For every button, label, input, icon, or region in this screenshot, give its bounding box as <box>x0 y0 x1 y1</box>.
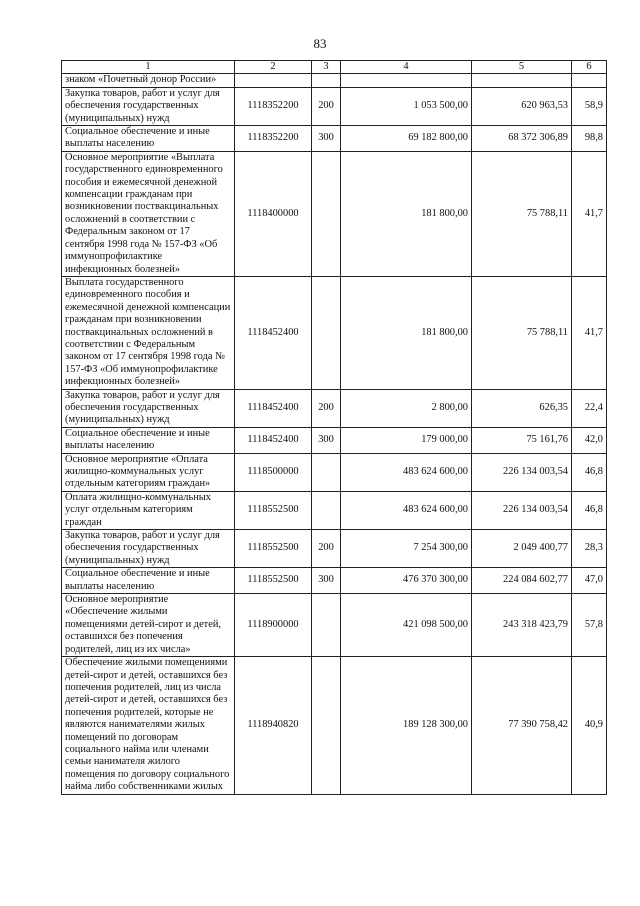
cell-planned: 421 098 500,00 <box>341 594 472 657</box>
cell-name: Закупка товаров, работ и услуг для обеспечения государственных (муниципальных) нужд <box>62 530 235 568</box>
cell-expense-type: 300 <box>312 427 341 453</box>
cell-expense-type <box>312 74 341 87</box>
cell-code: 1118352200 <box>235 87 312 125</box>
table-header-row <box>62 61 607 74</box>
budget-table <box>61 60 607 795</box>
cell-executed: 224 084 602,77 <box>472 568 572 594</box>
cell-code: 1118452400 <box>235 427 312 453</box>
cell-planned: 181 800,00 <box>341 276 472 389</box>
cell-percent <box>572 74 607 87</box>
cell-executed: 226 134 003,54 <box>472 491 572 529</box>
table-row <box>62 126 607 152</box>
header-col-3: 3 <box>312 61 341 74</box>
table-row <box>62 453 607 491</box>
cell-executed: 2 049 400,77 <box>472 530 572 568</box>
cell-planned: 483 624 600,00 <box>341 453 472 491</box>
cell-name: Социальное обеспечение и иные выплаты населению <box>62 126 235 152</box>
cell-executed: 243 318 423,79 <box>472 594 572 657</box>
cell-planned <box>341 74 472 87</box>
table-row <box>62 427 607 453</box>
cell-name: Выплата государственного единовременного пособия и ежемесячной денежной компенсации гражданам при возникновении поствакцинальных осложнений в соответствии с Федеральным законом от 17 сентября 1998 года № 157-ФЗ «Об иммунопрофилактике инфекционных болезней» <box>62 276 235 389</box>
cell-expense-type: 200 <box>312 389 341 427</box>
cell-name: Основное мероприятие «Обеспечение жилыми помещениями детей-сирот и детей, оставшихся без попечения родителей, лиц из их числа» <box>62 594 235 657</box>
cell-name: Оплата жилищно-коммунальных услуг отдельным категориям граждан <box>62 491 235 529</box>
cell-name: Закупка товаров, работ и услуг для обеспечения государственных (муниципальных) нужд <box>62 389 235 427</box>
table-row <box>62 594 607 657</box>
header-col-4: 4 <box>341 61 472 74</box>
table-row <box>62 87 607 125</box>
table-row <box>62 568 607 594</box>
header-col-5: 5 <box>472 61 572 74</box>
cell-percent: 47,0 <box>572 568 607 594</box>
cell-expense-type <box>312 657 341 794</box>
cell-name: Обеспечение жилыми помещениями детей-сирот и детей, оставшихся без попечения родителей, лиц из числа детей-сирот и детей, оставшихся без попечения родителей, которые не являются нанимателями жилых помещений по договорам социального найма или членами семьи нанимателя жилого помещения по договору социального найма либо собственниками жилых <box>62 657 235 794</box>
cell-expense-type <box>312 276 341 389</box>
header-col-6: 6 <box>572 61 607 74</box>
cell-planned: 476 370 300,00 <box>341 568 472 594</box>
cell-percent: 40,9 <box>572 657 607 794</box>
cell-name: знаком «Почетный донор России» <box>62 74 235 87</box>
cell-executed: 68 372 306,89 <box>472 126 572 152</box>
cell-percent: 28,3 <box>572 530 607 568</box>
cell-code: 1118940820 <box>235 657 312 794</box>
cell-expense-type <box>312 594 341 657</box>
cell-percent: 98,8 <box>572 126 607 152</box>
cell-planned: 1 053 500,00 <box>341 87 472 125</box>
cell-name: Закупка товаров, работ и услуг для обеспечения государственных (муниципальных) нужд <box>62 87 235 125</box>
cell-executed: 75 788,11 <box>472 276 572 389</box>
cell-expense-type <box>312 151 341 276</box>
table-row <box>62 151 607 276</box>
cell-executed: 77 390 758,42 <box>472 657 572 794</box>
cell-expense-type <box>312 491 341 529</box>
table-row <box>62 74 607 87</box>
cell-executed <box>472 74 572 87</box>
cell-percent: 41,7 <box>572 151 607 276</box>
cell-planned: 7 254 300,00 <box>341 530 472 568</box>
cell-code <box>235 74 312 87</box>
cell-code: 1118552500 <box>235 491 312 529</box>
cell-name: Социальное обеспечение и иные выплаты населению <box>62 568 235 594</box>
cell-name: Основное мероприятие «Выплата государственного единовременного пособия и ежемесячной денежной компенсации гражданам при возникновении поствакцинальных осложнений в соответствии с Федеральным законом от 17 сентября 1998 года № 157-ФЗ «Об иммунопрофилактике инфекционных болезней» <box>62 151 235 276</box>
page-number: 83 <box>313 36 327 51</box>
cell-code: 1118452400 <box>235 276 312 389</box>
cell-percent: 57,8 <box>572 594 607 657</box>
header-col-1: 1 <box>62 61 235 74</box>
table-row <box>62 276 607 389</box>
cell-expense-type: 200 <box>312 530 341 568</box>
cell-executed: 75 788,11 <box>472 151 572 276</box>
cell-percent: 58,9 <box>572 87 607 125</box>
cell-planned: 181 800,00 <box>341 151 472 276</box>
cell-percent: 46,8 <box>572 453 607 491</box>
cell-name: Основное мероприятие «Оплата жилищно-коммунальных услуг отдельным категориям граждан» <box>62 453 235 491</box>
cell-code: 1118552500 <box>235 530 312 568</box>
cell-percent: 22,4 <box>572 389 607 427</box>
table-row <box>62 389 607 427</box>
cell-expense-type: 300 <box>312 126 341 152</box>
cell-executed: 626,35 <box>472 389 572 427</box>
cell-code: 1118500000 <box>235 453 312 491</box>
cell-code: 1118400000 <box>235 151 312 276</box>
cell-planned: 2 800,00 <box>341 389 472 427</box>
cell-percent: 46,8 <box>572 491 607 529</box>
cell-expense-type: 300 <box>312 568 341 594</box>
table-row <box>62 530 607 568</box>
cell-name: Социальное обеспечение и иные выплаты населению <box>62 427 235 453</box>
cell-planned: 179 000,00 <box>341 427 472 453</box>
cell-code: 1118352200 <box>235 126 312 152</box>
cell-code: 1118452400 <box>235 389 312 427</box>
cell-percent: 41,7 <box>572 276 607 389</box>
table-row <box>62 491 607 529</box>
cell-code: 1118552500 <box>235 568 312 594</box>
table-body <box>62 74 607 794</box>
cell-executed: 226 134 003,54 <box>472 453 572 491</box>
cell-executed: 75 161,76 <box>472 427 572 453</box>
cell-code: 1118900000 <box>235 594 312 657</box>
cell-planned: 189 128 300,00 <box>341 657 472 794</box>
cell-planned: 483 624 600,00 <box>341 491 472 529</box>
cell-planned: 69 182 800,00 <box>341 126 472 152</box>
table-row <box>62 657 607 794</box>
cell-percent: 42,0 <box>572 427 607 453</box>
cell-expense-type: 200 <box>312 87 341 125</box>
header-col-2: 2 <box>235 61 312 74</box>
cell-expense-type <box>312 453 341 491</box>
cell-executed: 620 963,53 <box>472 87 572 125</box>
